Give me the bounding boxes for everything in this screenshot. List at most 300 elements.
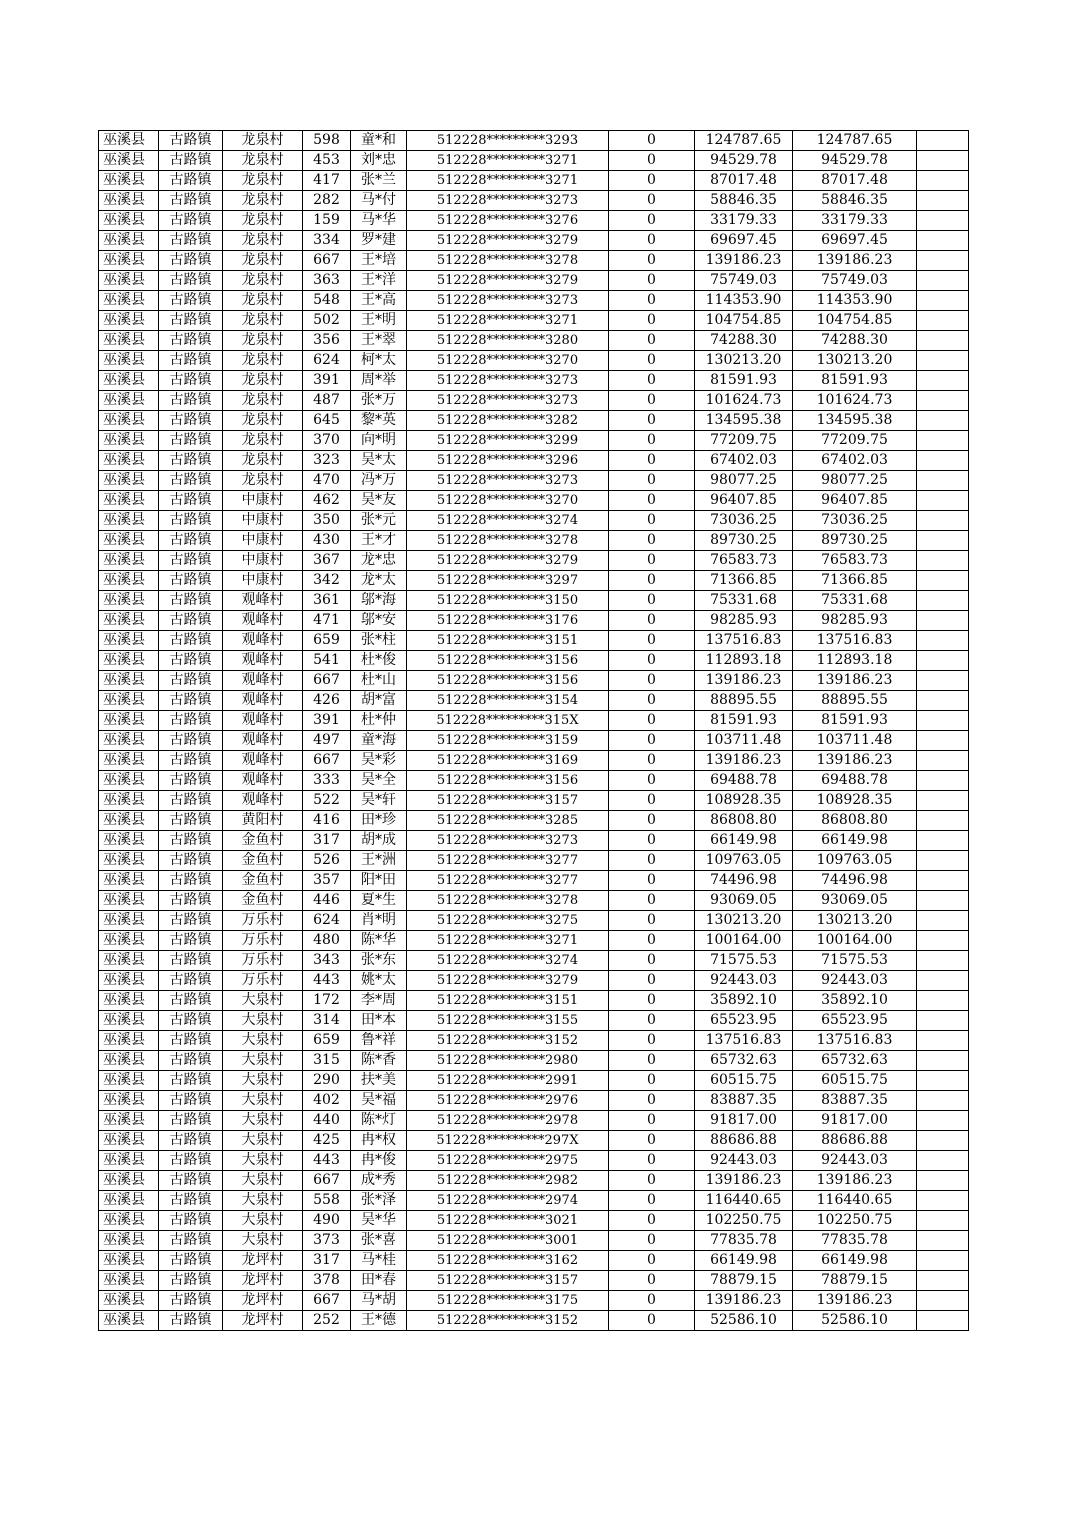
area-cell: 443 [303, 1151, 351, 1171]
table-row [99, 431, 969, 451]
village-cell: 观峰村 [223, 651, 303, 671]
amount-cell: 78879.15 [695, 1271, 793, 1291]
amount-cell: 91817.00 [695, 1111, 793, 1131]
county-cell: 巫溪县 [99, 1251, 159, 1271]
village-cell: 大泉村 [223, 1171, 303, 1191]
town-cell: 古路镇 [159, 371, 223, 391]
name-cell: 马*付 [351, 191, 407, 211]
town-cell: 古路镇 [159, 171, 223, 191]
id-cell: 512228*********3152 [407, 1311, 609, 1331]
town-cell: 古路镇 [159, 1271, 223, 1291]
remark-cell [917, 671, 969, 691]
name-cell: 邬*安 [351, 611, 407, 631]
id-cell: 512228*********3152 [407, 1031, 609, 1051]
area-cell: 541 [303, 651, 351, 671]
name-cell: 姚*太 [351, 971, 407, 991]
county-cell: 巫溪县 [99, 651, 159, 671]
zero-cell: 0 [609, 791, 695, 811]
town-cell: 古路镇 [159, 251, 223, 271]
total-cell: 86808.80 [793, 811, 917, 831]
id-cell: 512228*********3273 [407, 371, 609, 391]
village-cell: 金鱼村 [223, 871, 303, 891]
name-cell: 李*周 [351, 991, 407, 1011]
area-cell: 558 [303, 1191, 351, 1211]
zero-cell: 0 [609, 1271, 695, 1291]
total-cell: 81591.93 [793, 371, 917, 391]
zero-cell: 0 [609, 971, 695, 991]
amount-cell: 137516.83 [695, 1031, 793, 1051]
county-cell: 巫溪县 [99, 391, 159, 411]
area-cell: 471 [303, 611, 351, 631]
amount-cell: 103711.48 [695, 731, 793, 751]
county-cell: 巫溪县 [99, 211, 159, 231]
amount-cell: 65732.63 [695, 1051, 793, 1071]
name-cell: 吴*华 [351, 1211, 407, 1231]
table-row [99, 1271, 969, 1291]
table-row [99, 211, 969, 231]
total-cell: 100164.00 [793, 931, 917, 951]
total-cell: 139186.23 [793, 1291, 917, 1311]
id-cell: 512228*********2975 [407, 1151, 609, 1171]
zero-cell: 0 [609, 1091, 695, 1111]
county-cell: 巫溪县 [99, 1051, 159, 1071]
table-row [99, 751, 969, 771]
name-cell: 陈*华 [351, 931, 407, 951]
village-cell: 观峰村 [223, 671, 303, 691]
town-cell: 古路镇 [159, 311, 223, 331]
county-cell: 巫溪县 [99, 1311, 159, 1331]
amount-cell: 81591.93 [695, 371, 793, 391]
area-cell: 363 [303, 271, 351, 291]
table-row [99, 391, 969, 411]
name-cell: 张*喜 [351, 1231, 407, 1251]
area-cell: 323 [303, 451, 351, 471]
town-cell: 古路镇 [159, 191, 223, 211]
table-row [99, 1111, 969, 1131]
remark-cell [917, 651, 969, 671]
amount-cell: 52586.10 [695, 1311, 793, 1331]
village-cell: 龙泉村 [223, 251, 303, 271]
village-cell: 大泉村 [223, 1151, 303, 1171]
name-cell: 马*桂 [351, 1251, 407, 1271]
zero-cell: 0 [609, 691, 695, 711]
zero-cell: 0 [609, 1291, 695, 1311]
name-cell: 邬*海 [351, 591, 407, 611]
total-cell: 74496.98 [793, 871, 917, 891]
county-cell: 巫溪县 [99, 411, 159, 431]
id-cell: 512228*********3159 [407, 731, 609, 751]
remark-cell [917, 1131, 969, 1151]
id-cell: 512228*********2978 [407, 1111, 609, 1131]
remark-cell [917, 771, 969, 791]
total-cell: 88895.55 [793, 691, 917, 711]
table-body [99, 131, 969, 1331]
id-cell: 512228*********2982 [407, 1171, 609, 1191]
table-row [99, 891, 969, 911]
remark-cell [917, 611, 969, 631]
town-cell: 古路镇 [159, 731, 223, 751]
area-cell: 373 [303, 1231, 351, 1251]
total-cell: 33179.33 [793, 211, 917, 231]
area-cell: 490 [303, 1211, 351, 1231]
remark-cell [917, 691, 969, 711]
total-cell: 104754.85 [793, 311, 917, 331]
area-cell: 426 [303, 691, 351, 711]
amount-cell: 76583.73 [695, 551, 793, 571]
id-cell: 512228*********3278 [407, 891, 609, 911]
id-cell: 512228*********3021 [407, 1211, 609, 1231]
area-cell: 159 [303, 211, 351, 231]
id-cell: 512228*********297X [407, 1131, 609, 1151]
amount-cell: 83887.35 [695, 1091, 793, 1111]
town-cell: 古路镇 [159, 631, 223, 651]
county-cell: 巫溪县 [99, 691, 159, 711]
village-cell: 龙坪村 [223, 1251, 303, 1271]
name-cell: 陈*香 [351, 1051, 407, 1071]
table-row [99, 511, 969, 531]
total-cell: 60515.75 [793, 1071, 917, 1091]
zero-cell: 0 [609, 711, 695, 731]
village-cell: 万乐村 [223, 971, 303, 991]
amount-cell: 69697.45 [695, 231, 793, 251]
total-cell: 94529.78 [793, 151, 917, 171]
zero-cell: 0 [609, 331, 695, 351]
amount-cell: 92443.03 [695, 971, 793, 991]
village-cell: 龙泉村 [223, 211, 303, 231]
town-cell: 古路镇 [159, 751, 223, 771]
zero-cell: 0 [609, 611, 695, 631]
table-row [99, 151, 969, 171]
id-cell: 512228*********3157 [407, 1271, 609, 1291]
remark-cell [917, 1011, 969, 1031]
village-cell: 龙坪村 [223, 1291, 303, 1311]
id-cell: 512228*********3273 [407, 191, 609, 211]
remark-cell [917, 991, 969, 1011]
amount-cell: 139186.23 [695, 1171, 793, 1191]
area-cell: 417 [303, 171, 351, 191]
amount-cell: 88686.88 [695, 1131, 793, 1151]
county-cell: 巫溪县 [99, 311, 159, 331]
county-cell: 巫溪县 [99, 731, 159, 751]
area-cell: 317 [303, 1251, 351, 1271]
zero-cell: 0 [609, 851, 695, 871]
area-cell: 440 [303, 1111, 351, 1131]
name-cell: 冉*权 [351, 1131, 407, 1151]
amount-cell: 58846.35 [695, 191, 793, 211]
village-cell: 龙泉村 [223, 171, 303, 191]
town-cell: 古路镇 [159, 451, 223, 471]
table-row [99, 591, 969, 611]
village-cell: 大泉村 [223, 1051, 303, 1071]
id-cell: 512228*********3155 [407, 1011, 609, 1031]
table-row [99, 911, 969, 931]
table-row [99, 671, 969, 691]
village-cell: 龙泉村 [223, 151, 303, 171]
total-cell: 78879.15 [793, 1271, 917, 1291]
village-cell: 金鱼村 [223, 831, 303, 851]
table-row [99, 631, 969, 651]
remark-cell [917, 151, 969, 171]
area-cell: 667 [303, 751, 351, 771]
village-cell: 龙泉村 [223, 331, 303, 351]
area-cell: 470 [303, 471, 351, 491]
table-row [99, 471, 969, 491]
area-cell: 502 [303, 311, 351, 331]
table-row [99, 451, 969, 471]
county-cell: 巫溪县 [99, 751, 159, 771]
remark-cell [917, 511, 969, 531]
zero-cell: 0 [609, 311, 695, 331]
zero-cell: 0 [609, 351, 695, 371]
name-cell: 夏*生 [351, 891, 407, 911]
name-cell: 田*珍 [351, 811, 407, 831]
village-cell: 大泉村 [223, 1111, 303, 1131]
id-cell: 512228*********3280 [407, 331, 609, 351]
area-cell: 487 [303, 391, 351, 411]
name-cell: 王*洋 [351, 271, 407, 291]
id-cell: 512228*********3279 [407, 271, 609, 291]
zero-cell: 0 [609, 591, 695, 611]
table-row [99, 371, 969, 391]
name-cell: 吴*轩 [351, 791, 407, 811]
table-row [99, 811, 969, 831]
town-cell: 古路镇 [159, 1151, 223, 1171]
amount-cell: 139186.23 [695, 251, 793, 271]
total-cell: 65732.63 [793, 1051, 917, 1071]
village-cell: 中康村 [223, 491, 303, 511]
area-cell: 446 [303, 891, 351, 911]
remark-cell [917, 551, 969, 571]
town-cell: 古路镇 [159, 231, 223, 251]
town-cell: 古路镇 [159, 1211, 223, 1231]
area-cell: 480 [303, 931, 351, 951]
id-cell: 512228*********3273 [407, 471, 609, 491]
area-cell: 361 [303, 591, 351, 611]
id-cell: 512228*********3273 [407, 391, 609, 411]
town-cell: 古路镇 [159, 551, 223, 571]
data-table [98, 130, 969, 1331]
name-cell: 龙*忠 [351, 551, 407, 571]
town-cell: 古路镇 [159, 691, 223, 711]
id-cell: 512228*********2991 [407, 1071, 609, 1091]
village-cell: 观峰村 [223, 771, 303, 791]
total-cell: 74288.30 [793, 331, 917, 351]
county-cell: 巫溪县 [99, 891, 159, 911]
town-cell: 古路镇 [159, 1131, 223, 1151]
town-cell: 古路镇 [159, 591, 223, 611]
amount-cell: 65523.95 [695, 1011, 793, 1031]
county-cell: 巫溪县 [99, 1191, 159, 1211]
village-cell: 龙泉村 [223, 291, 303, 311]
area-cell: 416 [303, 811, 351, 831]
amount-cell: 77209.75 [695, 431, 793, 451]
total-cell: 130213.20 [793, 351, 917, 371]
table-row [99, 1231, 969, 1251]
zero-cell: 0 [609, 211, 695, 231]
town-cell: 古路镇 [159, 871, 223, 891]
area-cell: 453 [303, 151, 351, 171]
zero-cell: 0 [609, 1151, 695, 1171]
amount-cell: 96407.85 [695, 491, 793, 511]
table-row [99, 1071, 969, 1091]
table-row [99, 1291, 969, 1311]
county-cell: 巫溪县 [99, 1211, 159, 1231]
area-cell: 370 [303, 431, 351, 451]
remark-cell [917, 1311, 969, 1331]
town-cell: 古路镇 [159, 1291, 223, 1311]
town-cell: 古路镇 [159, 1251, 223, 1271]
name-cell: 胡*富 [351, 691, 407, 711]
name-cell: 扶*美 [351, 1071, 407, 1091]
zero-cell: 0 [609, 1051, 695, 1071]
amount-cell: 93069.05 [695, 891, 793, 911]
amount-cell: 71575.53 [695, 951, 793, 971]
total-cell: 58846.35 [793, 191, 917, 211]
remark-cell [917, 571, 969, 591]
name-cell: 周*举 [351, 371, 407, 391]
name-cell: 童*海 [351, 731, 407, 751]
name-cell: 龙*太 [351, 571, 407, 591]
county-cell: 巫溪县 [99, 771, 159, 791]
remark-cell [917, 1091, 969, 1111]
table-row [99, 271, 969, 291]
remark-cell [917, 451, 969, 471]
county-cell: 巫溪县 [99, 611, 159, 631]
county-cell: 巫溪县 [99, 831, 159, 851]
village-cell: 龙泉村 [223, 311, 303, 331]
county-cell: 巫溪县 [99, 571, 159, 591]
county-cell: 巫溪县 [99, 991, 159, 1011]
remark-cell [917, 311, 969, 331]
id-cell: 512228*********3175 [407, 1291, 609, 1311]
zero-cell: 0 [609, 831, 695, 851]
total-cell: 66149.98 [793, 1251, 917, 1271]
table-row [99, 1131, 969, 1151]
amount-cell: 139186.23 [695, 671, 793, 691]
id-cell: 512228*********3293 [407, 131, 609, 151]
county-cell: 巫溪县 [99, 351, 159, 371]
name-cell: 吴*彩 [351, 751, 407, 771]
zero-cell: 0 [609, 171, 695, 191]
zero-cell: 0 [609, 291, 695, 311]
amount-cell: 104754.85 [695, 311, 793, 331]
amount-cell: 94529.78 [695, 151, 793, 171]
village-cell: 黄阳村 [223, 811, 303, 831]
name-cell: 鲁*祥 [351, 1031, 407, 1051]
remark-cell [917, 191, 969, 211]
amount-cell: 60515.75 [695, 1071, 793, 1091]
area-cell: 172 [303, 991, 351, 1011]
village-cell: 万乐村 [223, 931, 303, 951]
remark-cell [917, 1191, 969, 1211]
total-cell: 77209.75 [793, 431, 917, 451]
total-cell: 52586.10 [793, 1311, 917, 1331]
total-cell: 134595.38 [793, 411, 917, 431]
town-cell: 古路镇 [159, 771, 223, 791]
zero-cell: 0 [609, 1131, 695, 1151]
village-cell: 中康村 [223, 511, 303, 531]
remark-cell [917, 971, 969, 991]
county-cell: 巫溪县 [99, 191, 159, 211]
zero-cell: 0 [609, 991, 695, 1011]
county-cell: 巫溪县 [99, 1231, 159, 1251]
name-cell: 王*洲 [351, 851, 407, 871]
zero-cell: 0 [609, 731, 695, 751]
town-cell: 古路镇 [159, 671, 223, 691]
name-cell: 王*高 [351, 291, 407, 311]
amount-cell: 88895.55 [695, 691, 793, 711]
total-cell: 98285.93 [793, 611, 917, 631]
total-cell: 75749.03 [793, 271, 917, 291]
name-cell: 成*秀 [351, 1171, 407, 1191]
id-cell: 512228*********3299 [407, 431, 609, 451]
village-cell: 大泉村 [223, 1131, 303, 1151]
town-cell: 古路镇 [159, 1191, 223, 1211]
name-cell: 马*胡 [351, 1291, 407, 1311]
town-cell: 古路镇 [159, 331, 223, 351]
area-cell: 624 [303, 911, 351, 931]
amount-cell: 92443.03 [695, 1151, 793, 1171]
area-cell: 667 [303, 1171, 351, 1191]
village-cell: 大泉村 [223, 1011, 303, 1031]
village-cell: 中康村 [223, 571, 303, 591]
id-cell: 512228*********3156 [407, 651, 609, 671]
remark-cell [917, 351, 969, 371]
zero-cell: 0 [609, 391, 695, 411]
total-cell: 124787.65 [793, 131, 917, 151]
id-cell: 512228*********3156 [407, 771, 609, 791]
county-cell: 巫溪县 [99, 1111, 159, 1131]
zero-cell: 0 [609, 1191, 695, 1211]
area-cell: 367 [303, 551, 351, 571]
zero-cell: 0 [609, 151, 695, 171]
amount-cell: 130213.20 [695, 911, 793, 931]
county-cell: 巫溪县 [99, 711, 159, 731]
town-cell: 古路镇 [159, 711, 223, 731]
zero-cell: 0 [609, 531, 695, 551]
amount-cell: 108928.35 [695, 791, 793, 811]
county-cell: 巫溪县 [99, 131, 159, 151]
zero-cell: 0 [609, 951, 695, 971]
town-cell: 古路镇 [159, 1111, 223, 1131]
total-cell: 69697.45 [793, 231, 917, 251]
village-cell: 龙泉村 [223, 351, 303, 371]
total-cell: 69488.78 [793, 771, 917, 791]
area-cell: 667 [303, 251, 351, 271]
remark-cell [917, 1291, 969, 1311]
name-cell: 王*培 [351, 251, 407, 271]
total-cell: 65523.95 [793, 1011, 917, 1031]
remark-cell [917, 1251, 969, 1271]
area-cell: 342 [303, 571, 351, 591]
village-cell: 观峰村 [223, 731, 303, 751]
table-row [99, 831, 969, 851]
remark-cell [917, 531, 969, 551]
id-cell: 512228*********3277 [407, 851, 609, 871]
name-cell: 向*明 [351, 431, 407, 451]
town-cell: 古路镇 [159, 891, 223, 911]
area-cell: 624 [303, 351, 351, 371]
table-row [99, 1011, 969, 1031]
county-cell: 巫溪县 [99, 231, 159, 251]
name-cell: 张*元 [351, 511, 407, 531]
area-cell: 430 [303, 531, 351, 551]
area-cell: 333 [303, 771, 351, 791]
id-cell: 512228*********3270 [407, 351, 609, 371]
table-row [99, 351, 969, 371]
remark-cell [917, 1071, 969, 1091]
village-cell: 金鱼村 [223, 891, 303, 911]
